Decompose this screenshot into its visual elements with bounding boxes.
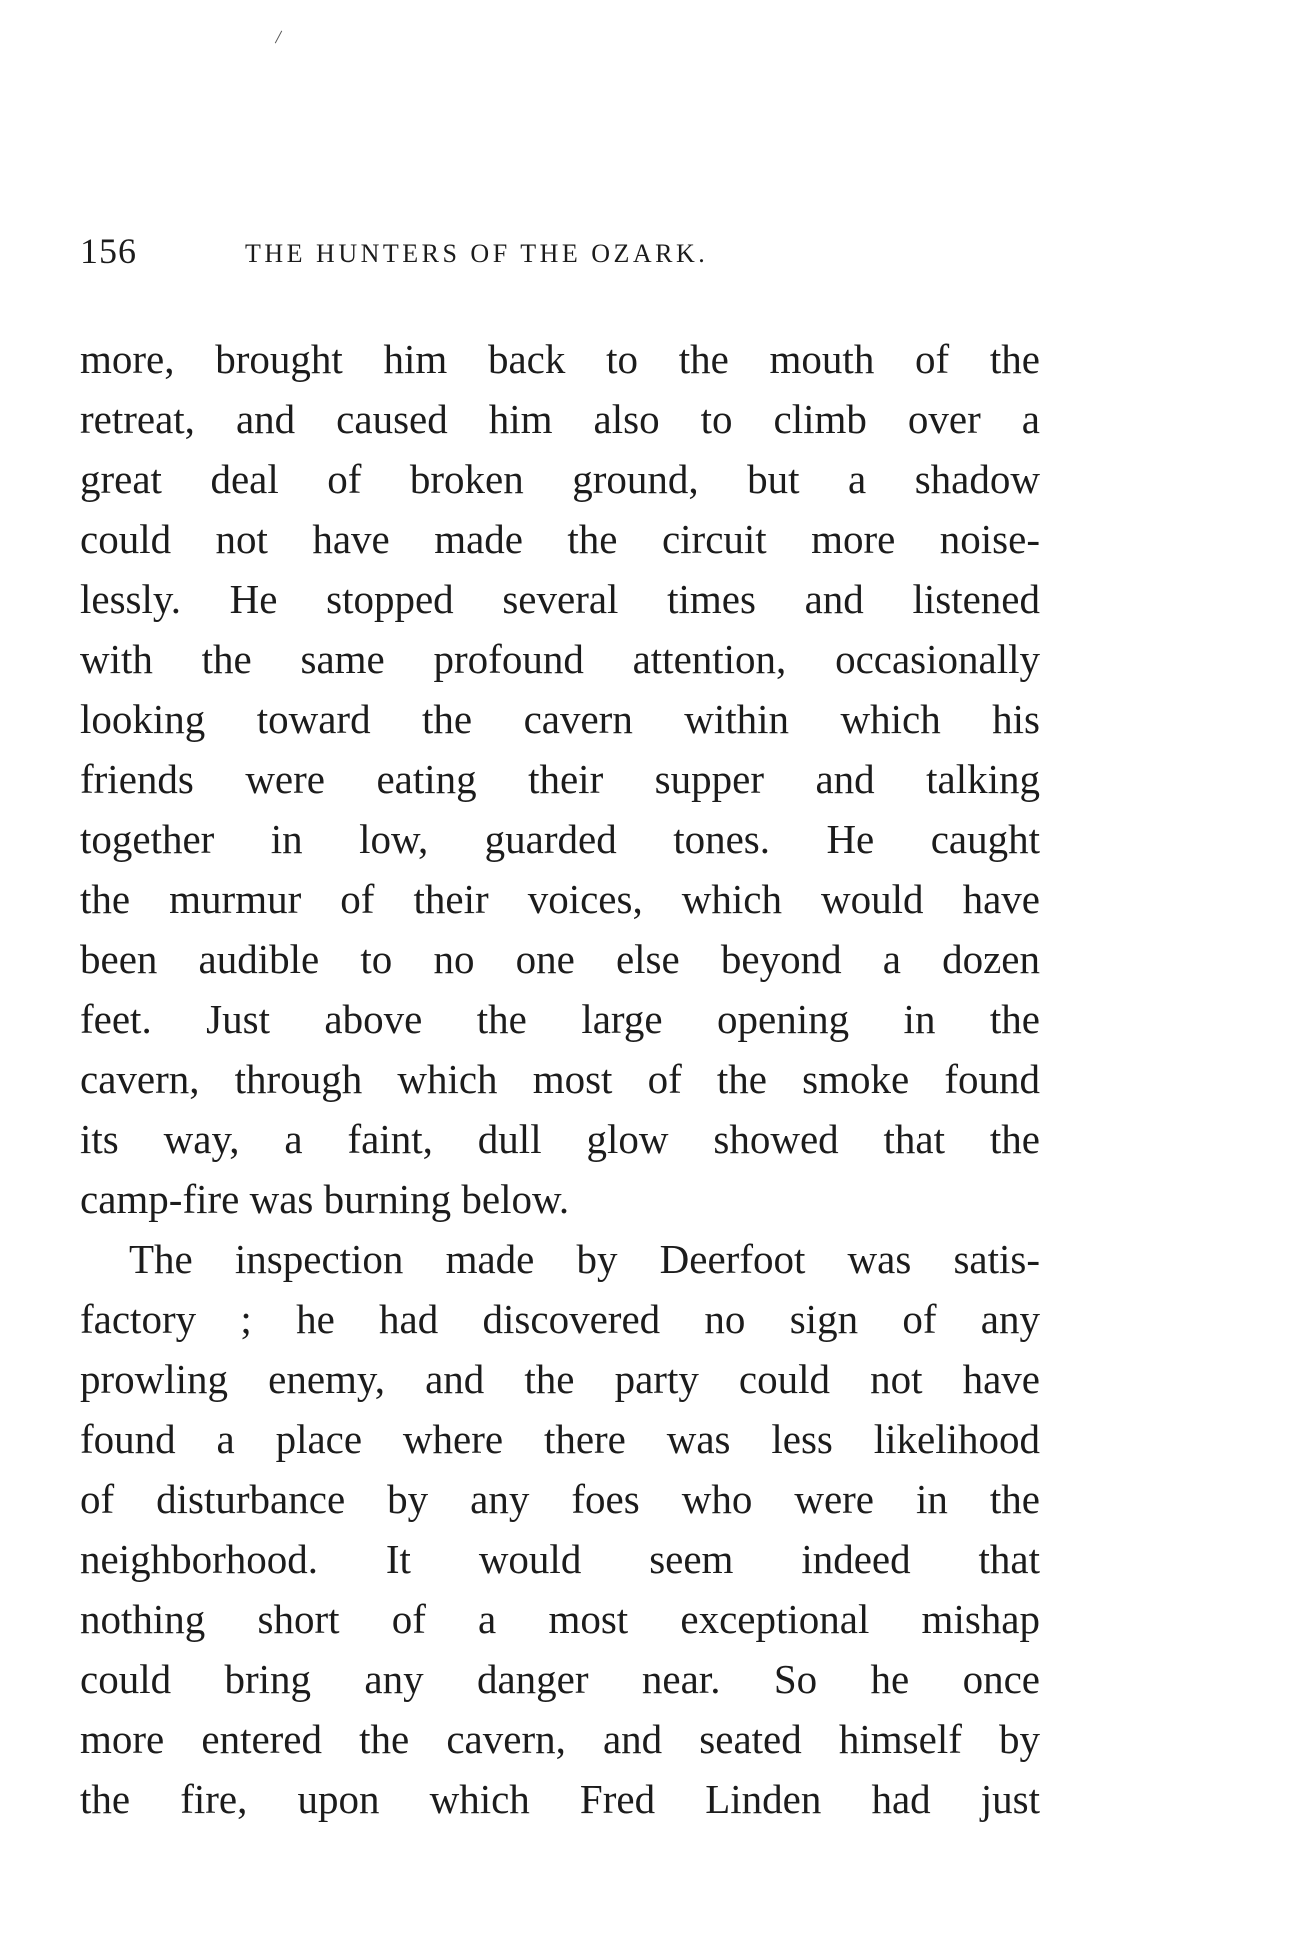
text-line: of disturbance by any foes who were in the <box>80 1476 1040 1522</box>
text-line: with the same profound attention, occasionally <box>80 636 1040 682</box>
page-number: 156 <box>80 231 137 271</box>
text-line: together in low, guarded tones. He caught <box>80 816 1040 862</box>
text-line: lessly. He stopped several times and listened <box>80 576 1040 622</box>
page-header <box>80 230 1040 280</box>
text-line: the fire, upon which Fred Linden had just <box>80 1776 1040 1822</box>
text-line: prowling enemy, and the party could not have <box>80 1356 1040 1402</box>
text-line: more, brought him back to the mouth of the <box>80 336 1040 382</box>
text-line: neighborhood. It would seem indeed that <box>80 1536 1040 1582</box>
text-line: The inspection made by Deerfoot was satis- <box>129 1236 1040 1282</box>
text-line: could bring any danger near. So he once <box>80 1656 1040 1702</box>
text-line: cavern, through which most of the smoke found <box>80 1056 1040 1102</box>
text-line: great deal of broken ground, but a shadow <box>80 456 1040 502</box>
text-line: retreat, and caused him also to climb over a <box>80 396 1040 442</box>
text-line: feet. Just above the large opening in the <box>80 996 1040 1042</box>
text-line: nothing short of a most exceptional mishap <box>80 1596 1040 1642</box>
paragraph <box>80 1229 1040 1829</box>
text-line: its way, a faint, dull glow showed that the <box>80 1116 1040 1162</box>
paragraph <box>80 329 1040 1229</box>
text-line: camp-fire was burning below. <box>80 1176 570 1222</box>
margin-mark <box>275 31 282 44</box>
text-line: looking toward the cavern within which his <box>80 696 1040 742</box>
text-line: friends were eating their supper and talking <box>80 756 1040 802</box>
text-line: could not have made the circuit more noise- <box>80 516 1040 562</box>
running-title: THE HUNTERS OF THE OZARK. <box>245 239 709 268</box>
text-line: been audible to no one else beyond a dozen <box>80 936 1040 982</box>
body-text <box>80 329 1040 1829</box>
text-line: more entered the cavern, and seated himself by <box>80 1716 1040 1762</box>
text-line: factory ; he had discovered no sign of any <box>80 1296 1040 1342</box>
text-line: the murmur of their voices, which would have <box>80 876 1040 922</box>
text-line: found a place where there was less likelihood <box>80 1416 1040 1462</box>
